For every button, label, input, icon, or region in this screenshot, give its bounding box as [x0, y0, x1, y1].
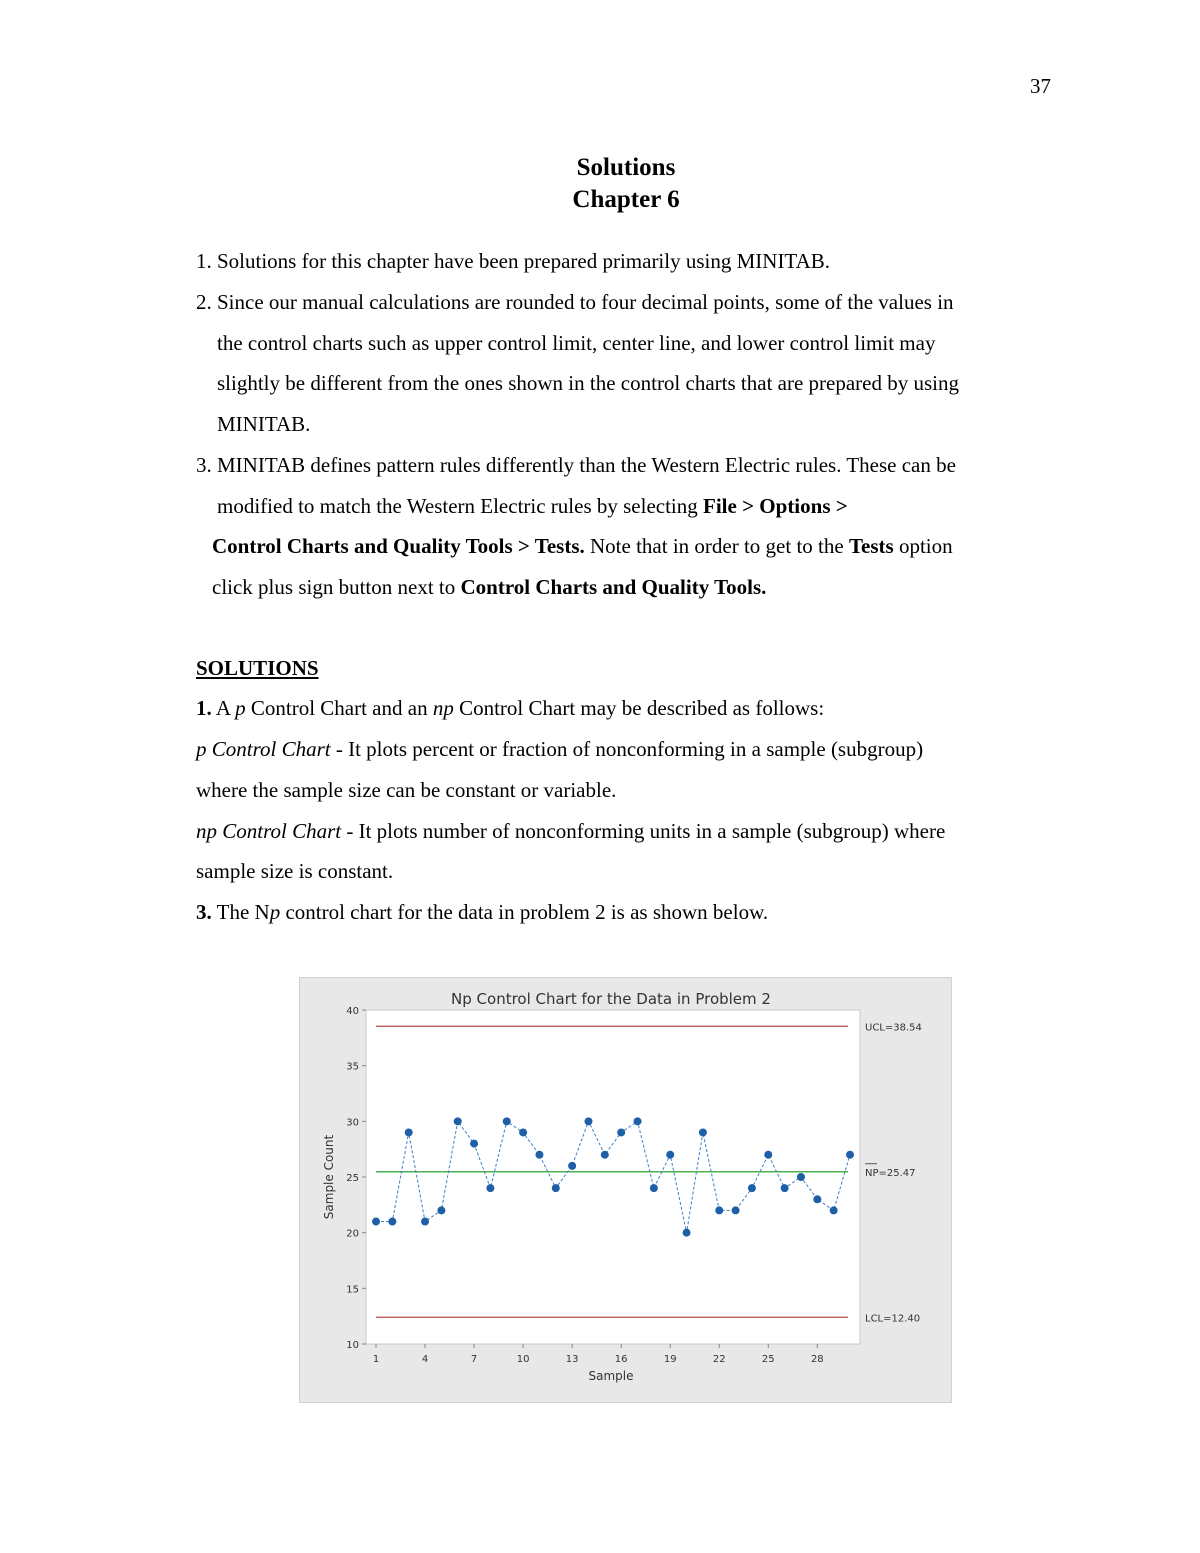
- data-point: [519, 1128, 527, 1136]
- note-3-line-2: [217, 494, 848, 519]
- tests-label: Tests: [848, 534, 894, 558]
- data-point: [683, 1229, 691, 1237]
- solution-text: A: [211, 696, 236, 720]
- data-point: [454, 1117, 462, 1125]
- solution-1: [196, 696, 824, 721]
- data-point: [699, 1128, 707, 1136]
- y-tick-label: 10: [346, 1340, 359, 1351]
- data-point: [830, 1206, 838, 1214]
- note-2-line-2: the control charts such as upper control limit, center line, and lower control limit may: [217, 331, 936, 355]
- note-2-line-4: MINITAB.: [217, 412, 311, 436]
- data-point: [748, 1184, 756, 1192]
- y-tick-label: 15: [346, 1284, 359, 1296]
- data-point: [437, 1206, 445, 1214]
- np-chart-definition-line-2: sample size is constant.: [196, 859, 394, 883]
- x-tick-label: 22: [712, 1354, 726, 1365]
- menu-path-tests: Control Charts and Quality Tools > Tests.: [212, 534, 585, 558]
- solution-text: control chart for the data in problem 2 is as shown below.: [280, 900, 769, 924]
- data-point: [666, 1151, 674, 1159]
- note-2-line-1: 2. Since our manual calculations are rounded to four decimal points, some of the values in: [196, 290, 954, 314]
- note-2-line-3: slightly be different from the ones shown in the control charts that are prepared by using: [217, 371, 959, 395]
- ucl-label: UCL=38.54: [865, 1022, 922, 1034]
- solution-number: 1.: [196, 696, 212, 720]
- data-point: [535, 1151, 543, 1159]
- data-point: [486, 1184, 494, 1192]
- note-3-text: option: [893, 534, 953, 558]
- np-control-chart: [299, 977, 952, 1403]
- np-symbol: np: [432, 696, 454, 720]
- data-point: [552, 1184, 560, 1192]
- page-title: Solutions: [576, 154, 676, 181]
- x-tick-label: 25: [761, 1354, 775, 1365]
- x-tick-label: 1: [372, 1354, 380, 1365]
- note-3-line-4: [212, 575, 766, 600]
- p-chart-definition-line-2: where the sample size can be constant or variable.: [196, 778, 617, 802]
- data-point: [601, 1151, 609, 1159]
- solution-text: Control Chart and an: [245, 696, 433, 720]
- lcl-label: LCL=12.40: [865, 1313, 921, 1325]
- solution-3: [196, 900, 768, 925]
- y-axis-label: Sample Count: [322, 1134, 336, 1220]
- data-point: [584, 1117, 592, 1125]
- plot-area: [366, 1010, 860, 1344]
- page-number: 37: [1030, 74, 1051, 98]
- solution-text: The N: [211, 900, 270, 924]
- x-tick-label: 16: [614, 1354, 628, 1365]
- y-tick-label: 30: [346, 1117, 359, 1129]
- data-point: [715, 1206, 723, 1214]
- x-tick-label: 28: [810, 1354, 824, 1365]
- x-tick-label: 7: [470, 1354, 478, 1365]
- note-3-text: click plus sign button next to: [212, 575, 461, 599]
- x-tick-label: 10: [516, 1354, 530, 1365]
- chapter-title: Chapter 6: [572, 186, 680, 213]
- data-point: [797, 1173, 805, 1181]
- p-chart-definition: [196, 737, 923, 762]
- data-point: [846, 1151, 854, 1159]
- chart-title: Np Control Chart for the Data in Problem 2: [451, 990, 771, 1008]
- p-symbol: p: [269, 900, 281, 924]
- data-point: [650, 1184, 658, 1192]
- data-point: [781, 1184, 789, 1192]
- data-point: [732, 1206, 740, 1214]
- x-tick-label: 19: [663, 1354, 677, 1365]
- definition-text: - It plots number of nonconforming units in a sample (subgroup) where: [341, 819, 946, 843]
- solutions-heading: SOLUTIONS: [196, 656, 319, 680]
- data-point: [372, 1218, 380, 1226]
- data-point: [568, 1162, 576, 1170]
- y-tick-label: 35: [346, 1061, 359, 1073]
- p-symbol: p: [235, 696, 246, 720]
- np-chart-definition: [196, 819, 945, 844]
- x-axis-label: Sample: [588, 1369, 634, 1383]
- data-point: [421, 1218, 429, 1226]
- y-tick-label: 25: [346, 1173, 359, 1184]
- data-point: [470, 1140, 478, 1148]
- note-3-text: Note that in order to get to the: [584, 534, 849, 558]
- y-tick-label: 20: [346, 1228, 359, 1240]
- menu-path-file-options: File > Options >: [703, 494, 848, 518]
- chart-svg: [300, 978, 951, 1402]
- data-point: [813, 1195, 821, 1203]
- solution-text: Control Chart may be described as follows:: [453, 696, 825, 720]
- data-point: [405, 1128, 413, 1136]
- data-point: [617, 1128, 625, 1136]
- data-point: [634, 1117, 642, 1125]
- p-chart-label: p Control Chart: [196, 737, 331, 761]
- note-3-text: modified to match the Western Electric rules by selecting: [217, 494, 704, 518]
- np-chart-label: np Control Chart: [196, 819, 342, 843]
- x-tick-label: 4: [421, 1354, 429, 1365]
- note-3-line-1: 3. MINITAB defines pattern rules differently than the Western Electric rules. These can be: [196, 453, 956, 477]
- x-tick-label: 13: [565, 1354, 579, 1365]
- note-1: 1. Solutions for this chapter have been prepared primarily using MINITAB.: [196, 249, 830, 273]
- definition-text: - It plots percent or fraction of nonconforming in a sample (subgroup): [330, 737, 924, 761]
- solution-number: 3.: [196, 900, 212, 924]
- note-3-line-3: [212, 534, 953, 559]
- data-point: [503, 1117, 511, 1125]
- data-point: [388, 1218, 396, 1226]
- center-label: NP=25.47: [865, 1167, 916, 1179]
- data-point: [764, 1151, 772, 1159]
- y-tick-label: 40: [346, 1006, 359, 1017]
- control-charts-label: Control Charts and Quality Tools.: [460, 575, 767, 599]
